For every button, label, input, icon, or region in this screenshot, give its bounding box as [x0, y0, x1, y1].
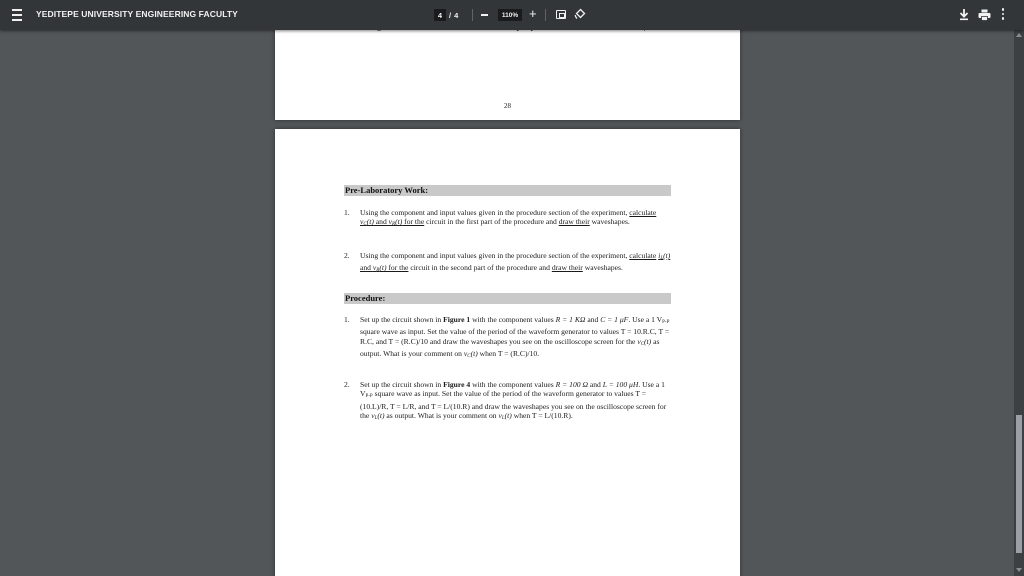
procedure-heading: Procedure: [344, 293, 671, 304]
math-var: v [463, 348, 468, 358]
item-text [360, 380, 672, 423]
download-icon[interactable] [958, 8, 970, 21]
current-page-input[interactable] [434, 9, 446, 21]
text-run: waveshapes. [582, 263, 623, 273]
item-text [360, 251, 672, 276]
math-arg: (t) [470, 348, 478, 358]
page-separator: / [449, 10, 452, 20]
math-value: L = 100 μH [602, 380, 639, 389]
scroll-up-arrow-icon[interactable] [1016, 33, 1022, 37]
text-run: and [373, 217, 389, 227]
math-var: v [371, 410, 375, 420]
pdf-page-current [275, 129, 740, 576]
rotate-icon[interactable] [574, 8, 587, 21]
text-run: as output. What is your comment on [384, 410, 499, 420]
text-run: Using the component and input values given in the procedure section of the experiment, [360, 208, 630, 217]
math-sub: L [374, 415, 378, 421]
toolbar-divider [472, 9, 473, 21]
math-value: R = 100 Ω [555, 380, 588, 389]
math-sub: P-P [365, 394, 373, 400]
toolbar-divider [545, 9, 546, 21]
text-run: for the [402, 217, 425, 227]
math-sub: L [501, 415, 505, 421]
text-run: as output. What is your comment on [360, 336, 660, 358]
text-run: with the component values [470, 380, 556, 389]
math-arg: (t) [395, 217, 403, 227]
math-arg: (t) [663, 251, 671, 260]
math-sub: C [640, 341, 645, 347]
text-run: when T = L/(10.R). [511, 410, 573, 420]
zoom-in-button[interactable]: + [529, 6, 537, 21]
math-sub: C [467, 353, 471, 359]
math-arg: (t) [504, 410, 512, 420]
print-icon[interactable] [978, 9, 991, 21]
more-options-icon[interactable] [1000, 8, 1006, 22]
figure-ref: Figure 1 [443, 315, 471, 324]
text-run: circuit in the second part of the procedure and [408, 263, 552, 273]
text-run: when T = (R.C)/10. [477, 348, 540, 358]
math-sub: C [363, 222, 367, 228]
text-run: circuit in the first part of the procedure and [424, 217, 559, 227]
text-run: draw their [558, 217, 590, 227]
text-run: square wave as input. Set the value of the period of the waveform generator to values T = (10.L)/R, T = L/R, and T = L/(10.R) and draw the waveshapes you see on the oscilloscope screen for the [360, 389, 667, 420]
text-run: calculate [629, 251, 657, 260]
math-var: v [372, 263, 377, 273]
item-number: 1. [344, 208, 350, 217]
fit-to-page-icon[interactable] [556, 10, 566, 19]
math-sub: P-P [662, 320, 670, 325]
zoom-out-button[interactable] [481, 14, 488, 16]
total-pages: 4 [454, 10, 459, 20]
item-number: 2. [344, 251, 350, 260]
text-run: waveshapes. [589, 217, 630, 227]
math-var: i [658, 251, 661, 260]
math-sub: L [660, 256, 664, 261]
text-run: draw their [551, 263, 583, 273]
math-var: v [498, 410, 502, 420]
text-run: . Use a 1 V [628, 315, 663, 324]
math-sub: R [392, 222, 396, 228]
math-value: C = 1 μF [600, 315, 629, 324]
text-run: calculate [629, 208, 657, 217]
math-arg: (t) [377, 410, 385, 420]
math-arg: (t) [379, 263, 387, 273]
item-text [360, 208, 672, 230]
math-value: R = 1 KΩ [555, 315, 586, 324]
pdf-page-previous [275, 18, 740, 120]
document-title: YEDITEPE UNIVERSITY ENGINEERING FACULTY [36, 9, 238, 19]
math-var: v [637, 336, 641, 346]
item-number: 1. [344, 315, 350, 324]
text-run: for the [386, 263, 409, 273]
figure-ref: Figure 4 [443, 380, 471, 389]
math-var: v [360, 217, 364, 227]
pdf-toolbar [0, 0, 1024, 30]
text-run: with the component values [470, 315, 556, 324]
text-run: Set up the circuit shown in [360, 315, 444, 324]
scrollbar-thumb[interactable] [1016, 415, 1022, 553]
math-var: v [388, 217, 393, 227]
math-arg: (t) [366, 217, 374, 227]
text-run: square wave as input. Set the value of the period of the waveform generator to values T = 10.R.C, T = R.C, and T = (R.C)/10 and draw the waveshapes you see on the oscilloscope screen for the [360, 327, 670, 346]
text-run: and [360, 263, 373, 273]
prelab-heading: Pre-Laboratory Work: [344, 185, 671, 196]
text-run: and [585, 315, 601, 324]
math-sub: R [376, 268, 380, 274]
text-run: Set up the circuit shown in [360, 380, 444, 389]
text-run: Using the component and input values given in the procedure section of the experiment, [360, 251, 630, 260]
item-number: 2. [344, 380, 350, 389]
zoom-level-input[interactable] [498, 9, 522, 21]
page-navigation [434, 8, 458, 22]
vertical-scrollbar[interactable] [1014, 30, 1024, 576]
text-run: . Use a 1 V [360, 380, 665, 399]
item-text [360, 315, 672, 361]
page-number: 28 [504, 102, 511, 110]
text-run: and [587, 380, 603, 389]
math-arg: (t) [644, 336, 652, 346]
hamburger-menu-icon[interactable] [10, 9, 24, 21]
scroll-down-arrow-icon[interactable] [1016, 568, 1022, 572]
